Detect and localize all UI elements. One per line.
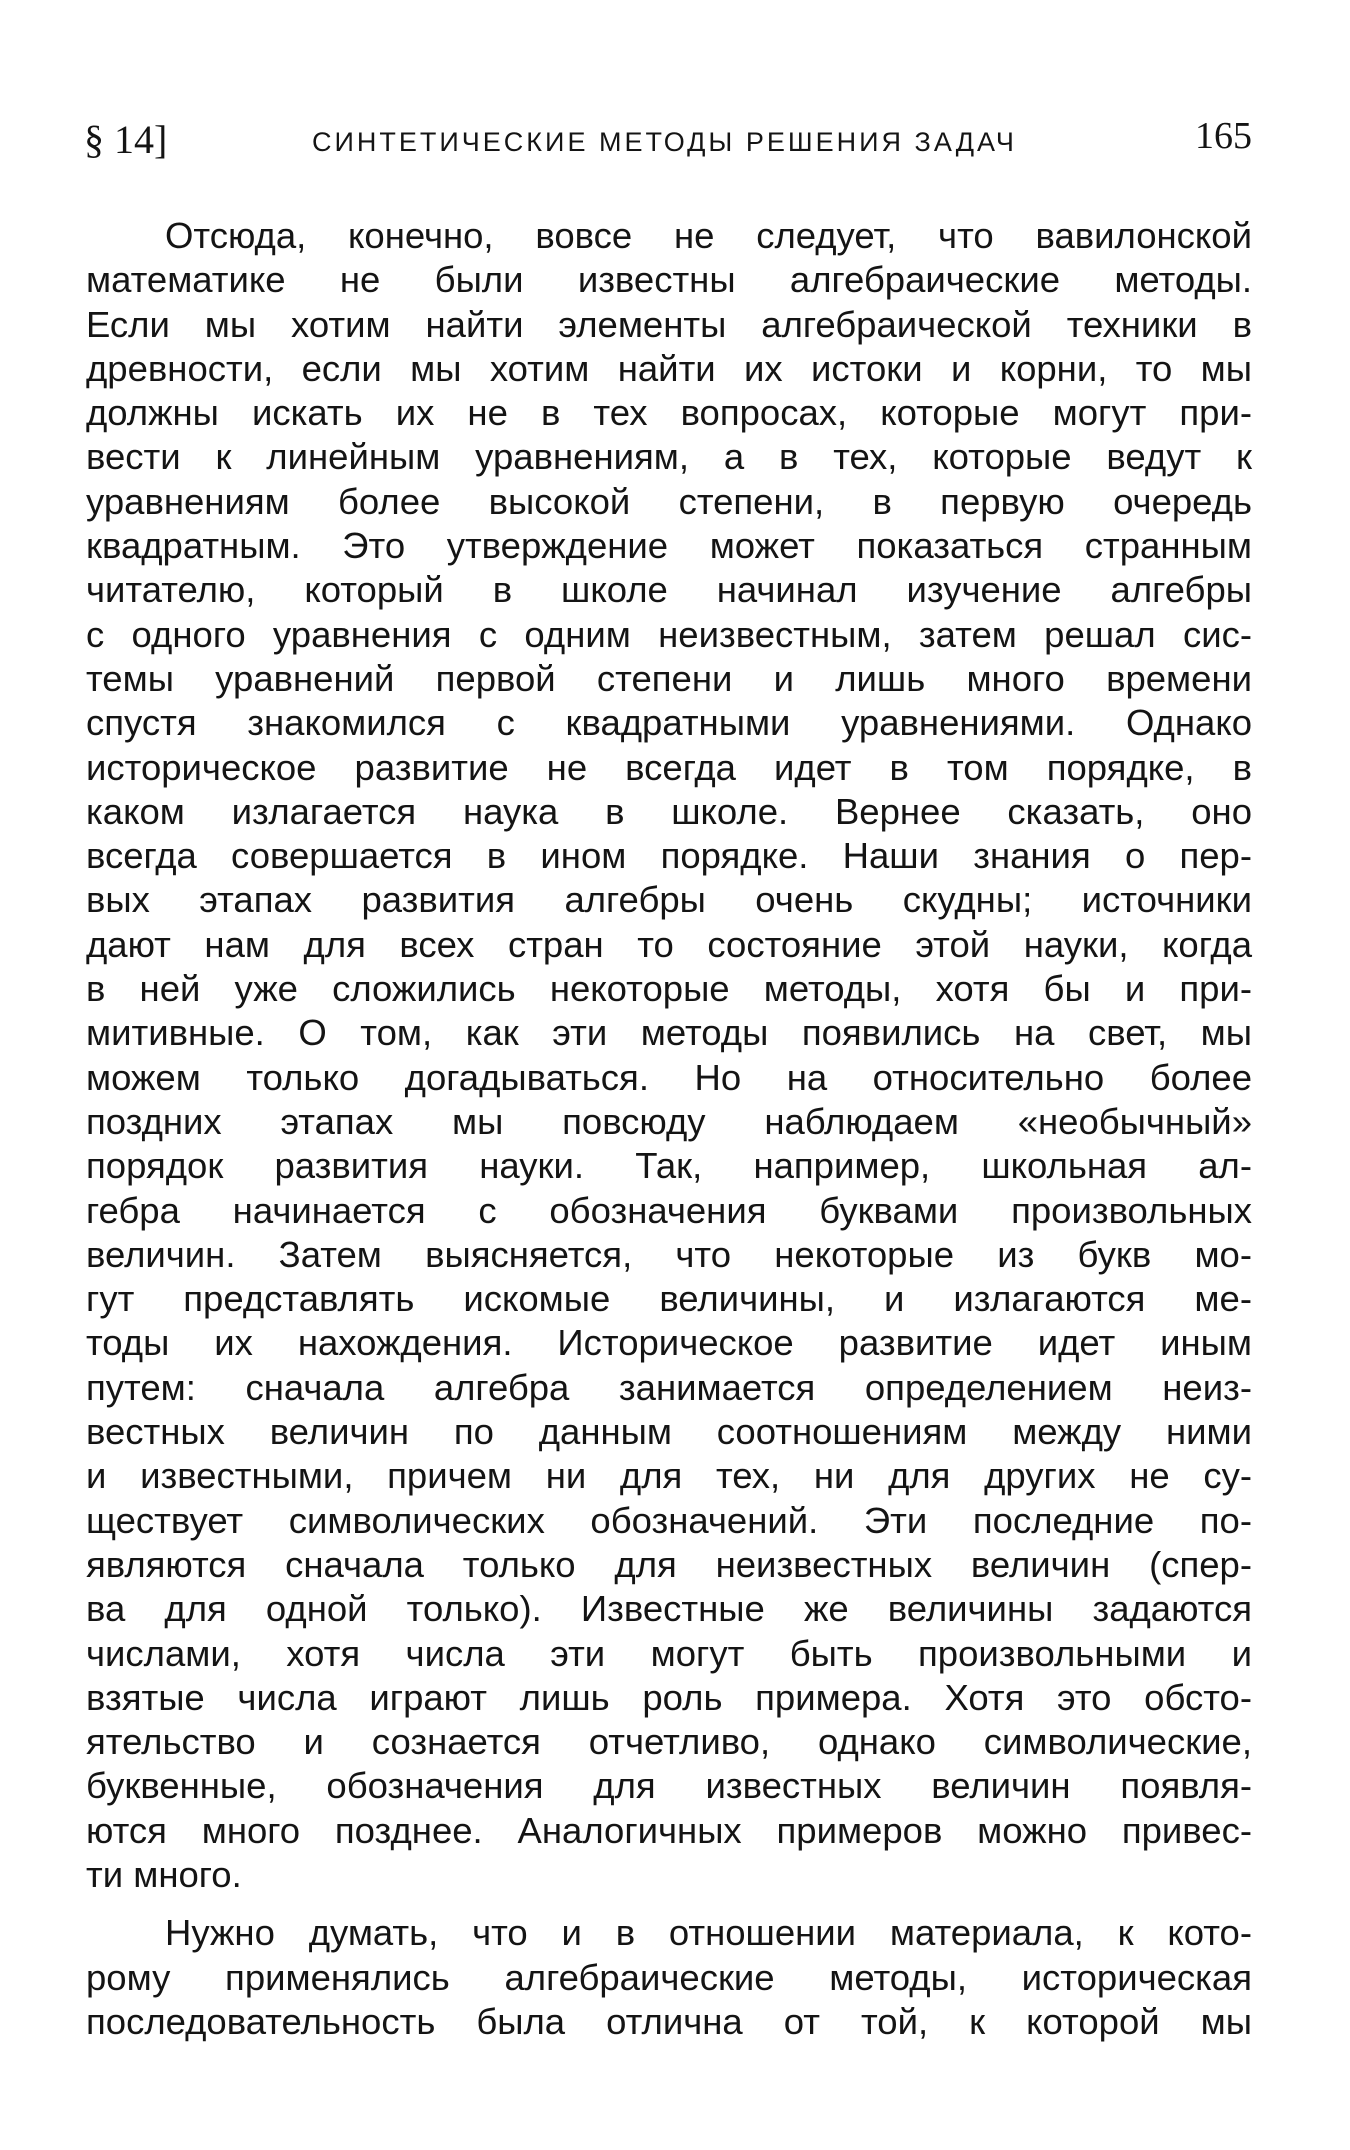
text-line: квадратным. Это утверждение может показаться странным (86, 525, 1252, 567)
page-number: 165 (1195, 115, 1252, 157)
text-line: порядок развития науки. Так, например, школьная ал- (86, 1145, 1252, 1187)
text-line: древности, если мы хотим найти их истоки и корни, то мы (86, 347, 1252, 389)
text-line: историческое развитие не всегда идет в том порядке, в (86, 746, 1252, 788)
text-line: являются сначала только для неизвестных величин (спер- (86, 1543, 1252, 1585)
text-line: Если мы хотим найти элементы алгебраической техники в (86, 303, 1252, 345)
text-line: ва для одной только). Известные же величины задаются (86, 1588, 1252, 1630)
text-line: ятельство и сознается отчетливо, однако символические, (86, 1721, 1252, 1763)
text-line: митивные. О том, как эти методы появились на свет, мы (86, 1012, 1252, 1054)
body-text (86, 214, 1252, 2044)
page-header (84, 112, 1252, 160)
text-line: тоды их нахождения. Историческое развитие идет иным (86, 1322, 1252, 1364)
text-line: всегда совершается в ином порядке. Наши знания о пер- (86, 835, 1252, 877)
text-line: читателю, который в школе начинал изучение алгебры (86, 569, 1252, 611)
text-line: математике не были известны алгебраические методы. (86, 259, 1252, 301)
text-line: последовательность была отлична от той, к которой мы (86, 2000, 1252, 2042)
text-line: дают нам для всех стран то состояние этой науки, когда (86, 923, 1252, 965)
text-line: ществует символических обозначений. Эти последние по- (86, 1499, 1252, 1541)
running-title: СИНТЕТИЧЕСКИЕ МЕТОДЫ РЕШЕНИЯ ЗАДАЧ (312, 127, 1017, 157)
text-line: спустя знакомился с квадратными уравнениями. Однако (86, 702, 1252, 744)
text-line: величин. Затем выясняется, что некоторые из букв мо- (86, 1233, 1252, 1275)
text-line: ются много позднее. Аналогичных примеров можно привес- (86, 1809, 1252, 1851)
text-line: в ней уже сложились некоторые методы, хотя бы и при- (86, 968, 1252, 1010)
text-line: каком излагается наука в школе. Вернее сказать, оно (86, 790, 1252, 832)
text-line: вых этапах развития алгебры очень скудны; источники (86, 879, 1252, 921)
text-line: можем только догадываться. Но на относительно более (86, 1056, 1252, 1098)
text-line: поздних этапах мы повсюду наблюдаем «необычный» (86, 1100, 1252, 1142)
paragraph (86, 214, 1252, 1897)
text-line: Отсюда, конечно, вовсе не следует, что вавилонской (165, 215, 1252, 256)
text-line: вестных величин по данным соотношениям между ними (86, 1411, 1252, 1453)
text-line: темы уравнений первой степени и лишь много времени (86, 657, 1252, 699)
text-line: уравнениям более высокой степени, в первую очередь (86, 480, 1252, 522)
text-line: числами, хотя числа эти могут быть произвольными и (86, 1632, 1252, 1674)
text-line: должны искать их не в тех вопросах, которые могут при- (86, 392, 1252, 434)
text-line: вести к линейным уравнениям, а в тех, которые ведут к (86, 436, 1252, 478)
section-reference: § 14] (84, 117, 168, 162)
text-line: гебра начинается с обозначения буквами произвольных (86, 1189, 1252, 1231)
text-line: буквенные, обозначения для известных величин появля- (86, 1765, 1252, 1807)
text-line: и известными, причем ни для тех, ни для других не су- (86, 1455, 1252, 1497)
text-line: взятые числа играют лишь роль примера. Хотя это обсто- (86, 1676, 1252, 1718)
text-line: путем: сначала алгебра занимается определением неиз- (86, 1366, 1252, 1408)
text-line: рому применялись алгебраические методы, историческая (86, 1956, 1252, 1998)
text-line: гут представлять искомые величины, и излагаются ме- (86, 1278, 1252, 1320)
text-line: Нужно думать, что и в отношении материала, к кото- (165, 1912, 1252, 1954)
paragraph (86, 1911, 1252, 2044)
text-line: с одного уравнения с одним неизвестным, затем решал сис- (86, 613, 1252, 655)
text-line: ти много. (86, 1853, 242, 1895)
